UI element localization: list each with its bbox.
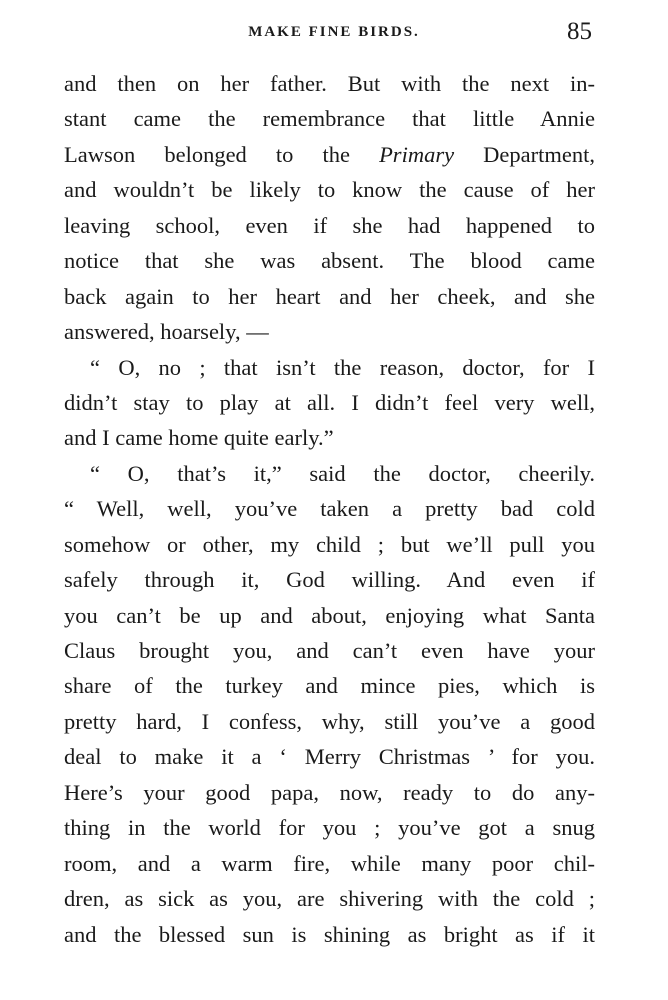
text-line: leaving school, even if she had happened to (64, 212, 595, 238)
text-line: and the blessed sun is shining as bright as if it (64, 921, 595, 947)
body-text (64, 66, 595, 952)
text-line: Here’s your good papa, now, ready to do any- (64, 779, 595, 805)
text-line (64, 137, 595, 172)
text-line-segment: Department, (454, 141, 595, 167)
text-line: and wouldn’t be likely to know the cause of her (64, 177, 595, 203)
text-line: answered, hoarsely, — (64, 319, 269, 345)
text-line: notice that she was absent. The blood came (64, 248, 595, 274)
text-line-segment: Lawson belonged to the (64, 141, 380, 167)
text-line: thing in the world for you ; you’ve got a snug (64, 815, 595, 841)
text-line: Claus brought you, and can’t even have your (64, 638, 595, 663)
chapter-title: MAKE FINE BIRDS. (248, 24, 420, 40)
text-line: and then on her father. But with the next in- (64, 71, 595, 96)
text-line: stant came the remembrance that little Annie (64, 106, 595, 132)
text-line: room, and a warm fire, while many poor chil- (64, 850, 595, 876)
text-line: “ O, that’s it,” said the doctor, cheerily. (90, 460, 595, 486)
text-line: deal to make it a ‘ Merry Christmas ’ for you. (64, 744, 595, 770)
text-line: “ O, no ; that isn’t the reason, doctor, for I (90, 354, 595, 380)
page-number: 85 (567, 18, 592, 45)
text-line: pretty hard, I confess, why, still you’ve a good (64, 708, 595, 734)
text-line: and I came home quite early.” (64, 425, 334, 451)
text-line: didn’t stay to play at all. I didn’t feel very well, (64, 389, 595, 415)
text-line: share of the turkey and mince pies, which is (64, 673, 595, 699)
text-line: somehow or other, my child ; but we’ll pull you (64, 531, 595, 557)
text-line: you can’t be up and about, enjoying what Santa (64, 602, 595, 628)
text-line: back again to her heart and her cheek, and she (64, 283, 595, 309)
italic-emphasis: Primary (379, 141, 455, 167)
text-line: safely through it, God willing. And even if (64, 567, 595, 593)
text-line: dren, as sick as you, are shivering with the cold ; (64, 886, 595, 912)
text-line: “ Well, well, you’ve taken a pretty bad cold (64, 496, 595, 522)
running-head (0, 20, 668, 50)
